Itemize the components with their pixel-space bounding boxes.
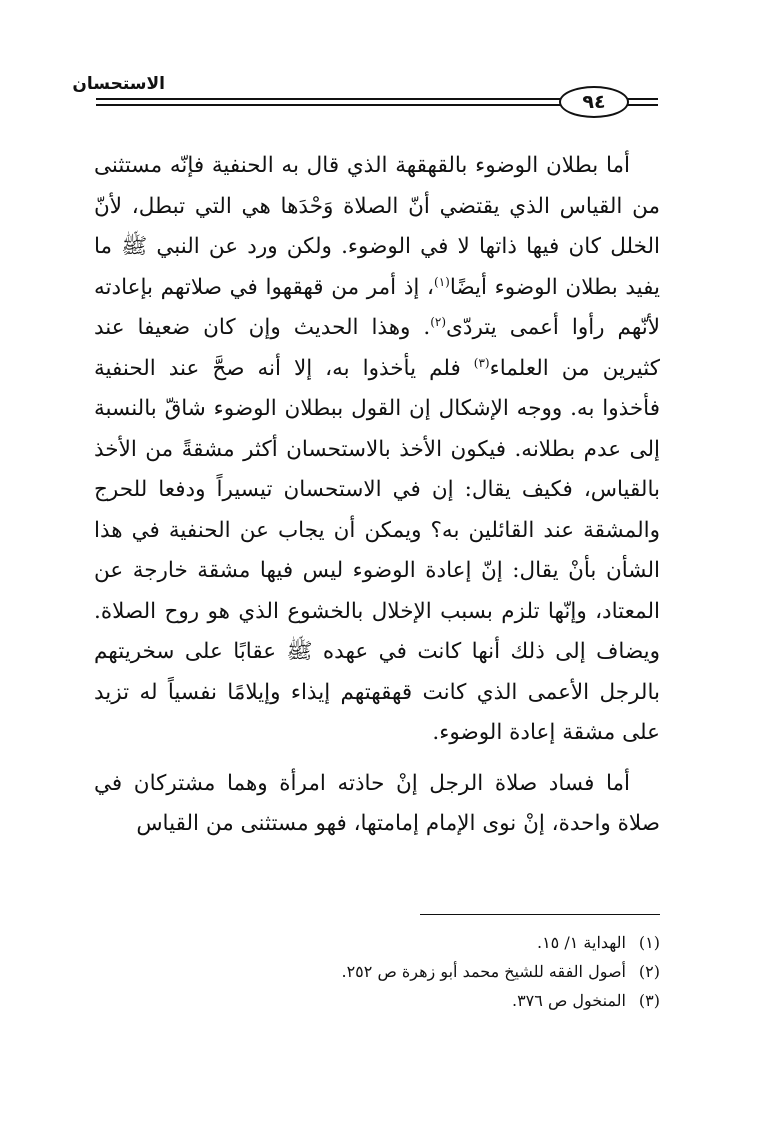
footnote-text: المنخول ص ٣٧٦.	[511, 991, 626, 1010]
footnote-text: أصول الفقه للشيخ محمد أبو زهرة ص ٢٥٢.	[341, 962, 626, 981]
footnote-ref-3: (٣)	[473, 355, 490, 370]
header-rule-left	[96, 98, 560, 107]
paragraph-1	[94, 146, 660, 754]
paragraph-1-part-2: ، إذ أمر من قهقهوا في صلاتهم بإعادته لأنّهم رأوا أعمى يتردّى	[94, 274, 660, 340]
footnote-number: (٢)	[638, 962, 660, 981]
footnote-text: الهداية ١/ ١٥.	[536, 933, 626, 952]
paragraph-2: أما فساد صلاة الرجل إنْ حاذته امرأة وهما مشتركان في صلاة واحدة، إنْ نوى الإمام إمامتها، فهو مستثنى من القياس	[94, 770, 660, 836]
running-header-title: الاستحسان	[72, 74, 165, 94]
paragraph-1-part-4: فلم يأخذوا به، إلا أنه صحَّ عند الحنفية فأخذوا به. ووجه الإشكال إن القول ببطلان الوضوء شاقّ بالنسبة إلى عدم بطلانه. فيكون الأخذ بالاستحسان أكثر مشقةً من الأخذ بالقياس، فكيف يقال: إن في الاستحسان تيسيراً ودفعا للحرج والمشقة عند القائلين به؟ ويمكن أن يجاب عن الحنفية في هذا الشأن بأنْ يقال: إنّ إعادة الوضوء ليس فيها مشقة خارجة عن المعتاد، وإنّها تلزم بسبب الإخلال بالخشوع الذي هو روح الصلاة. ويضاف إلى ذلك أنها كانت في عهده ﷺ عقابًا على سخريتهم بالرجل الأعمى الذي كانت قهقهتهم إيذاء وإيلامًا نفسياً له تزيد على مشقة إعادة الوضوء.	[94, 355, 660, 745]
page-number: ٩٤	[559, 86, 629, 118]
footnote-separator	[420, 914, 660, 915]
footnote-ref-1: (١)	[434, 274, 450, 289]
footnote-number: (١)	[638, 933, 660, 952]
paragraph-1-part-1: أما بطلان الوضوء بالقهقهة الذي قال به الحنفية فإنّه مستثنى من القياس الذي يقتضي أنّ الصلاة وَحْدَها هي التي تبطل، لأنّ الخلل كان فيها ذاتها لا في الوضوء. ولكن ورد عن النبي ﷺ ما يفيد بطلان الوضوء أيضًا	[94, 153, 660, 300]
footnote-ref-2: (٢)	[430, 314, 447, 329]
header-rule-right	[628, 98, 658, 107]
footnote-number: (٣)	[638, 991, 660, 1010]
footnotes	[120, 928, 660, 1015]
footnote-3	[120, 986, 660, 1015]
paragraph-1-part-3: . وهذا الحديث وإن كان ضعيفا عند كثيرين من العلماء	[94, 315, 660, 381]
footnote-2	[120, 957, 660, 986]
main-text	[94, 146, 660, 845]
footnote-1	[120, 928, 660, 957]
